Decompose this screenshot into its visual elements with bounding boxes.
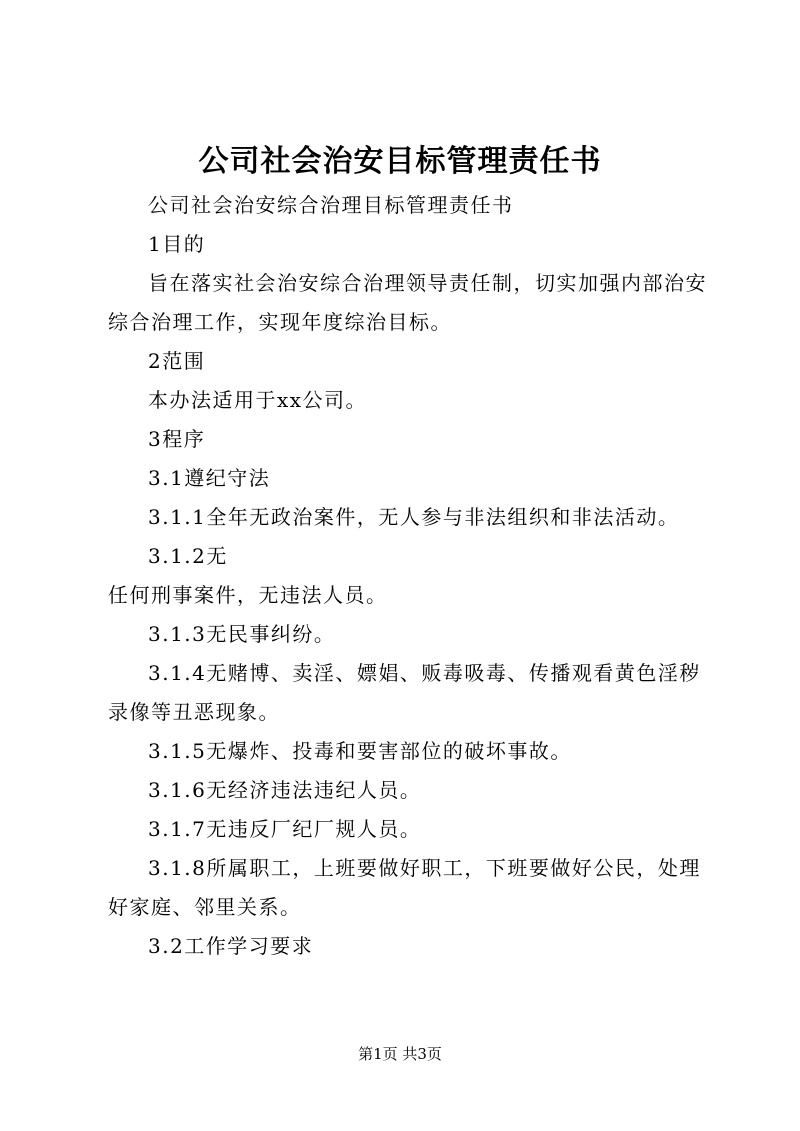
document-body [108, 186, 708, 966]
clause-3-1-1: 3.1.1全年无政治案件，无人参与非法组织和非法活动。 [148, 505, 680, 529]
subsection-heading-discipline: 3.1遵纪守法 [148, 466, 271, 490]
clause-3-1-5: 3.1.5无爆炸、投毒和要害部位的破坏事故。 [148, 739, 572, 763]
paragraph-subtitle: 公司社会治安综合治理目标管理责任书 [148, 193, 514, 217]
clause-3-1-4: 3.1.4无赌博、卖淫、嫖娼、贩毒吸毒、传播观看黄色淫秽录像等丑恶现象。 [108, 661, 701, 724]
page-footer: 第1页 共3页 [358, 1045, 442, 1063]
document-title: 公司社会治安目标管理责任书 [198, 144, 602, 179]
clause-3-1-8: 3.1.8所属职工，上班要做好职工，下班要做好公民，处理好家庭、邻里关系。 [108, 856, 701, 919]
clause-3-1-7: 3.1.7无违反厂纪厂规人员。 [148, 817, 422, 841]
clause-3-1-6: 3.1.6无经济违法违纪人员。 [148, 778, 422, 802]
section-heading-scope: 2范围 [148, 349, 206, 373]
section-heading-procedure: 3程序 [148, 427, 206, 451]
clause-3-1-2-continued: 任何刑事案件，无违法人员。 [108, 583, 388, 607]
subsection-heading-work-study: 3.2工作学习要求 [148, 934, 314, 958]
clause-3-1-3: 3.1.3无民事纠纷。 [148, 622, 336, 646]
paragraph-scope: 本办法适用于xx公司。 [148, 388, 368, 412]
clause-3-1-2: 3.1.2无 [148, 544, 228, 568]
section-heading-purpose: 1目的 [148, 232, 206, 256]
paragraph-purpose: 旨在落实社会治安综合治理领导责任制，切实加强内部治安综合治理工作，实现年度综治目标。 [108, 271, 707, 334]
